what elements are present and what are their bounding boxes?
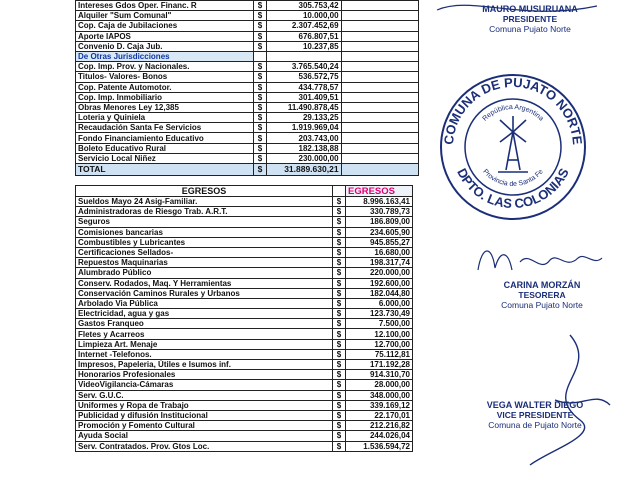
cell-label: Alumbrado Público [76, 268, 333, 278]
cell-currency: $ [253, 11, 266, 21]
cell-currency: $ [333, 380, 346, 390]
cell-currency: $ [253, 21, 266, 31]
cell-currency: $ [333, 349, 346, 359]
cell-empty [341, 62, 418, 72]
cell-currency: $ [253, 123, 266, 133]
vice-org: Comuna de Pujato Norte [488, 420, 582, 430]
cell-currency: $ [333, 339, 346, 349]
cell-label: Electricidad, agua y gas [76, 309, 333, 319]
budget-sheet [75, 0, 419, 480]
cell-amount: 434.778,57 [266, 82, 341, 92]
cell-currency: $ [253, 102, 266, 112]
cell-amount: 244.026,04 [346, 431, 413, 441]
cell-label: Internet -Telefonos. [76, 349, 333, 359]
cell-label: Administradoras de Riesgo Trab. A.R.T. [76, 207, 333, 217]
egreso-row [76, 339, 413, 349]
cell-label: Servicio Local Niñez [76, 153, 254, 163]
total-amount: 31.889.630,21 [266, 164, 341, 176]
cell-currency: $ [333, 298, 346, 308]
cell-label: Obras Menores Ley 12,385 [76, 102, 254, 112]
cell-empty [341, 143, 418, 153]
cell-amount: 16.680,00 [346, 247, 413, 257]
egreso-row [76, 207, 413, 217]
cell-label: Sueldos Mayo 24 Asig-Familiar. [76, 197, 333, 207]
cell-amount: 301.409,51 [266, 92, 341, 102]
seal-outer-bottom: DPTO. LAS COLONIAS [454, 165, 572, 212]
cell-empty [341, 21, 418, 31]
cell-amount: 2.307.452,69 [266, 21, 341, 31]
cell-label: Gastos Franqueo [76, 319, 333, 329]
cell-label: Loteria y Quiniela [76, 113, 254, 123]
egreso-row [76, 431, 413, 441]
cell-amount: 6.000,00 [346, 298, 413, 308]
egreso-row [76, 288, 413, 298]
signature-vice [450, 400, 620, 430]
egresos-title: EGRESOS [76, 186, 333, 197]
cell-currency: $ [253, 143, 266, 153]
cell-empty [341, 11, 418, 21]
cell-amount: 230.000,00 [266, 153, 341, 163]
treasurer-name: CARINA MORZÁN [503, 280, 581, 290]
cell-label: Uniformes y Ropa de Trabajo [76, 400, 333, 410]
cell-amount: 186.809,00 [346, 217, 413, 227]
cell-currency: $ [333, 390, 346, 400]
section-header-row [76, 51, 419, 61]
cell-amount: 1.919.969,04 [266, 123, 341, 133]
cell-currency: $ [253, 82, 266, 92]
cell-amount: 536.572,75 [266, 72, 341, 82]
cell-label: Combustibles y Lubricantes [76, 237, 333, 247]
cell-currency: $ [333, 370, 346, 380]
cell-currency: $ [253, 72, 266, 82]
cell-amount: 123.730,49 [346, 309, 413, 319]
otras-row [76, 72, 419, 82]
cell-empty [341, 31, 418, 41]
egreso-row [76, 227, 413, 237]
cell-amount: 28.000,00 [346, 380, 413, 390]
cell-label: Aporte IAPOS [76, 31, 254, 41]
egreso-row [76, 237, 413, 247]
cell-amount: 3.765.540,24 [266, 62, 341, 72]
president-role: PRESIDENTE [502, 14, 558, 24]
cell-currency: $ [333, 400, 346, 410]
cell-currency: $ [333, 217, 346, 227]
cell-label: Fondo Financiamiento Educativo [76, 133, 254, 143]
cell-empty [341, 123, 418, 133]
cell-currency: $ [333, 237, 346, 247]
ingreso-row [76, 21, 419, 31]
cell-amount: 192.600,00 [346, 278, 413, 288]
cell-amount: 182.138,88 [266, 143, 341, 153]
cell-amount: 348.000,00 [346, 390, 413, 400]
cell-amount: 10.237,85 [266, 41, 341, 51]
ingreso-row [76, 1, 419, 11]
cell-label: Recaudación Santa Fe Servicios [76, 123, 254, 133]
cell-label: Titulos- Valores- Bonos [76, 72, 254, 82]
cell-currency: $ [333, 278, 346, 288]
egreso-row [76, 247, 413, 257]
cell-currency: $ [333, 258, 346, 268]
cell-label: Boleto Educativo Rural [76, 143, 254, 153]
cell-currency: $ [333, 288, 346, 298]
otras-row [76, 153, 419, 163]
cell-empty [341, 153, 418, 163]
cell-currency: $ [253, 113, 266, 123]
cell-empty [341, 133, 418, 143]
egreso-row [76, 309, 413, 319]
cell-currency: $ [333, 247, 346, 257]
signature-treasurer [462, 280, 622, 310]
cell-currency: $ [333, 329, 346, 339]
cell-label: Cop. Caja de Jubilaciones [76, 21, 254, 31]
otras-row [76, 102, 419, 112]
total-currency: $ [253, 164, 266, 176]
egreso-row [76, 268, 413, 278]
egreso-row [76, 380, 413, 390]
cell-amount: 12.700,00 [346, 339, 413, 349]
cell-amount: 11.490.878,45 [266, 102, 341, 112]
cell-currency: $ [333, 421, 346, 431]
cell-label: Arbolado Via Pública [76, 298, 333, 308]
vice-name: VEGA WALTER DIEGO [486, 400, 584, 410]
cell-label: Cop. Patente Automotor. [76, 82, 254, 92]
cell-amount: 8.996.163,41 [346, 197, 413, 207]
egreso-row [76, 390, 413, 400]
egresos-header-row [76, 186, 413, 197]
cell-label: Ayuda Social [76, 431, 333, 441]
cell-label: Publicidad y difusión Institucional [76, 410, 333, 420]
cell-amount: 7.500,00 [346, 319, 413, 329]
president-name: MAURO MUSURUANA [482, 4, 578, 14]
cell-label: Repuestos Maquinarias [76, 258, 333, 268]
cell-currency: $ [333, 268, 346, 278]
cell-label: Convenio D. Caja Jub. [76, 41, 254, 51]
cell-label: Conservación Caminos Rurales y Urbanos [76, 288, 333, 298]
comuna-seal [438, 72, 588, 222]
treasurer-org: Comuna Pujato Norte [501, 300, 583, 310]
section-title: De Otras Jurisdicciones [76, 51, 254, 61]
cell-currency: $ [333, 360, 346, 370]
treasurer-signature-scribble [470, 240, 610, 280]
otras-row [76, 92, 419, 102]
cell-amount: 339.169,12 [346, 400, 413, 410]
total-label: TOTAL [76, 164, 254, 176]
cell-label: Alquiler "Sum Comunal" [76, 11, 254, 21]
cell-amount: 676.807,51 [266, 31, 341, 41]
cell-label: Conserv. Rodados, Maq. Y Herramientas [76, 278, 333, 288]
president-org: Comuna Pujato Norte [489, 24, 571, 34]
egreso-row [76, 298, 413, 308]
egreso-row [76, 421, 413, 431]
seal-inner-bottom: Provincia de Santa Fe [481, 168, 545, 189]
cell-amount: 914.310,70 [346, 370, 413, 380]
cell-empty [341, 92, 418, 102]
cell-label: Comisiones bancarias [76, 227, 333, 237]
cell-label: Honorarios Profesionales [76, 370, 333, 380]
cell-empty [341, 102, 418, 112]
cell-label: Intereses Gdos Oper. Financ. R [76, 1, 254, 11]
egreso-row [76, 258, 413, 268]
cell-empty [341, 113, 418, 123]
cell-empty [341, 41, 418, 51]
cell-currency: $ [253, 41, 266, 51]
cell-empty [341, 72, 418, 82]
cell-amount: 10.000,00 [266, 11, 341, 21]
cell-currency: $ [333, 410, 346, 420]
egreso-row [76, 349, 413, 359]
cell-amount: 1.536.594,72 [346, 441, 413, 451]
cell-label: Cop. Imp. Inmobiliario [76, 92, 254, 102]
egreso-row [76, 319, 413, 329]
cell-currency: $ [333, 309, 346, 319]
seal-outer-top: COMUNA DE PUJATO NORTE [440, 74, 586, 146]
cell-label: Impresos, Papeleria, Útiles e Isumos inf. [76, 360, 333, 370]
windmill-icon [498, 116, 528, 172]
cell-currency: $ [253, 153, 266, 163]
total-row [76, 164, 419, 176]
cell-amount: 305.753,42 [266, 1, 341, 11]
egreso-row [76, 329, 413, 339]
otras-row [76, 82, 419, 92]
cell-amount: 22.170,01 [346, 410, 413, 420]
cell-currency: $ [253, 62, 266, 72]
egresos-amount-header: EGRESOS [346, 186, 413, 197]
cell-label: Seguros [76, 217, 333, 227]
cell-label: Certificaciones Sellados- [76, 247, 333, 257]
egreso-row [76, 278, 413, 288]
cell-label: Serv. Contratados. Prov. Gtos Loc. [76, 441, 333, 451]
cell-amount: 212.216,82 [346, 421, 413, 431]
cell-amount: 171.192,28 [346, 360, 413, 370]
otras-row [76, 143, 419, 153]
cell-amount: 220.000,00 [346, 268, 413, 278]
cell-currency: $ [333, 227, 346, 237]
treasurer-role: TESORERA [518, 290, 566, 300]
cell-empty [341, 1, 418, 11]
egreso-row [76, 410, 413, 420]
cell-empty [341, 82, 418, 92]
egreso-row [76, 370, 413, 380]
cell-amount: 198.317,74 [346, 258, 413, 268]
otras-row [76, 123, 419, 133]
ingreso-row [76, 31, 419, 41]
otras-row [76, 133, 419, 143]
cell-label: VideoVigilancia-Cámaras [76, 380, 333, 390]
egreso-row [76, 400, 413, 410]
cell-label: Fletes y Acarreos [76, 329, 333, 339]
otras-row [76, 113, 419, 123]
cell-amount: 182.044,80 [346, 288, 413, 298]
cell-amount: 945.855,27 [346, 237, 413, 247]
cell-label: Promoción y Fomento Cultural [76, 421, 333, 431]
cell-currency: $ [253, 133, 266, 143]
egreso-row [76, 217, 413, 227]
cell-label: Cop. Imp. Prov. y Nacionales. [76, 62, 254, 72]
egreso-row [76, 360, 413, 370]
cell-currency: $ [253, 31, 266, 41]
ingreso-row [76, 11, 419, 21]
seal-inner-top: República Argentina [481, 103, 545, 123]
cell-currency: $ [253, 92, 266, 102]
cell-amount: 330.789,73 [346, 207, 413, 217]
cell-currency: $ [333, 441, 346, 451]
otras-row [76, 62, 419, 72]
egresos-table [75, 185, 413, 452]
cell-amount: 75.112,81 [346, 349, 413, 359]
cell-amount: 29.133,25 [266, 113, 341, 123]
cell-currency: $ [333, 197, 346, 207]
cell-currency: $ [333, 431, 346, 441]
cell-currency: $ [253, 1, 266, 11]
egreso-row [76, 197, 413, 207]
president-signature-scribble [432, 0, 602, 20]
vice-role: VICE PRESIDENTE [496, 410, 574, 420]
ingreso-row [76, 41, 419, 51]
cell-currency: $ [333, 319, 346, 329]
cell-label: Serv. G.U.C. [76, 390, 333, 400]
ingresos-table [75, 0, 419, 176]
cell-currency: $ [333, 207, 346, 217]
cell-label: Limpieza Art. Menaje [76, 339, 333, 349]
cell-amount: 12.100,00 [346, 329, 413, 339]
egreso-row [76, 441, 413, 451]
cell-amount: 203.743,00 [266, 133, 341, 143]
cell-amount: 234.605,90 [346, 227, 413, 237]
